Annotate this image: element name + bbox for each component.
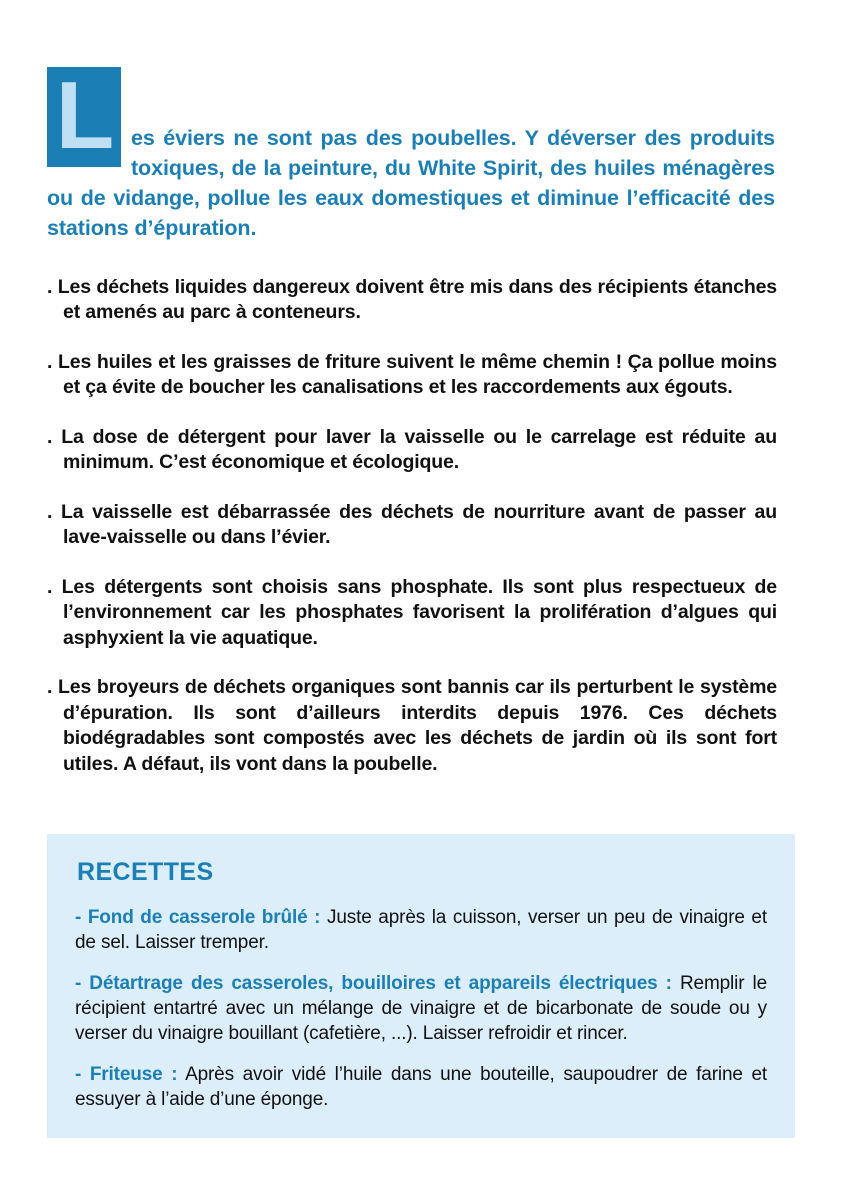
bullet-item: . La dose de détergent pour laver la vaisselle ou le carrelage est réduite au minimum. C’est économique et écologique. xyxy=(47,425,777,473)
bullet-item: . Les broyeurs de déchets organiques sont bannis car ils perturbent le système d’épuration. Ils sont d’ailleurs interdits depuis 1976. Ces déchets biodégradables sont compostés avec les déchets de jardin où ils sont fort utiles. A défaut, ils vont dans la poubelle. xyxy=(47,676,777,775)
recipe-body: Remplir le récipient entartré avec un mélange de vinaigre et de bicarbonate de soude ou y verser du vinaigre bouillant (cafetière, ...). Laisser refroidir et rincer. xyxy=(75,973,767,1044)
bullet-item: . Les détergents sont choisis sans phosphate. Ils sont plus respectueux de l’environnement car les phosphates favorisent la prolifération d’algues qui asphyxient la vie aquatique. xyxy=(47,575,777,649)
bullet-item: . La vaisselle est débarrassée des déchets de nourriture avant de passer au lave-vaisselle ou dans l’évier. xyxy=(47,500,777,548)
recipes-title: RECETTES xyxy=(77,858,214,886)
bullet-item: . Les déchets liquides dangereux doivent être mis dans des récipients étanches et amenés au parc à conteneurs. xyxy=(47,275,777,323)
recipe-body: Juste après la cuisson, verser un peu de vinaigre et de sel. Laisser tremper. xyxy=(75,907,767,953)
recipe-item xyxy=(75,905,767,955)
recipe-label: - Friteuse : xyxy=(75,1064,178,1085)
intro-paragraph: es éviers ne sont pas des poubelles. Y déverser des produits toxiques, de la peinture, du White Spirit, des huiles ménagères ou de vidange, pollue les eaux domestiques et diminue l’efficacité des stations d’épuration. xyxy=(47,125,775,240)
drop-cap: L xyxy=(47,67,121,167)
recipe-item xyxy=(75,971,767,1046)
recipe-label: - Détartrage des casseroles, bouilloires et appareils électriques : xyxy=(75,973,672,994)
intro-section xyxy=(47,61,777,243)
recipe-label: - Fond de casserole brûlé : xyxy=(75,907,321,928)
recipe-item xyxy=(75,1062,767,1112)
bullet-item: . Les huiles et les graisses de friture suivent le même chemin ! Ça pollue moins et ça évite de boucher les canalisations et les raccordements aux égouts. xyxy=(47,350,777,398)
bullet-list xyxy=(47,275,777,778)
recipe-body: Après avoir vidé l’huile dans une bouteille, saupoudrer de farine et essuyer à l’aide d’une éponge. xyxy=(75,1064,768,1110)
recipes-box xyxy=(47,834,795,1138)
